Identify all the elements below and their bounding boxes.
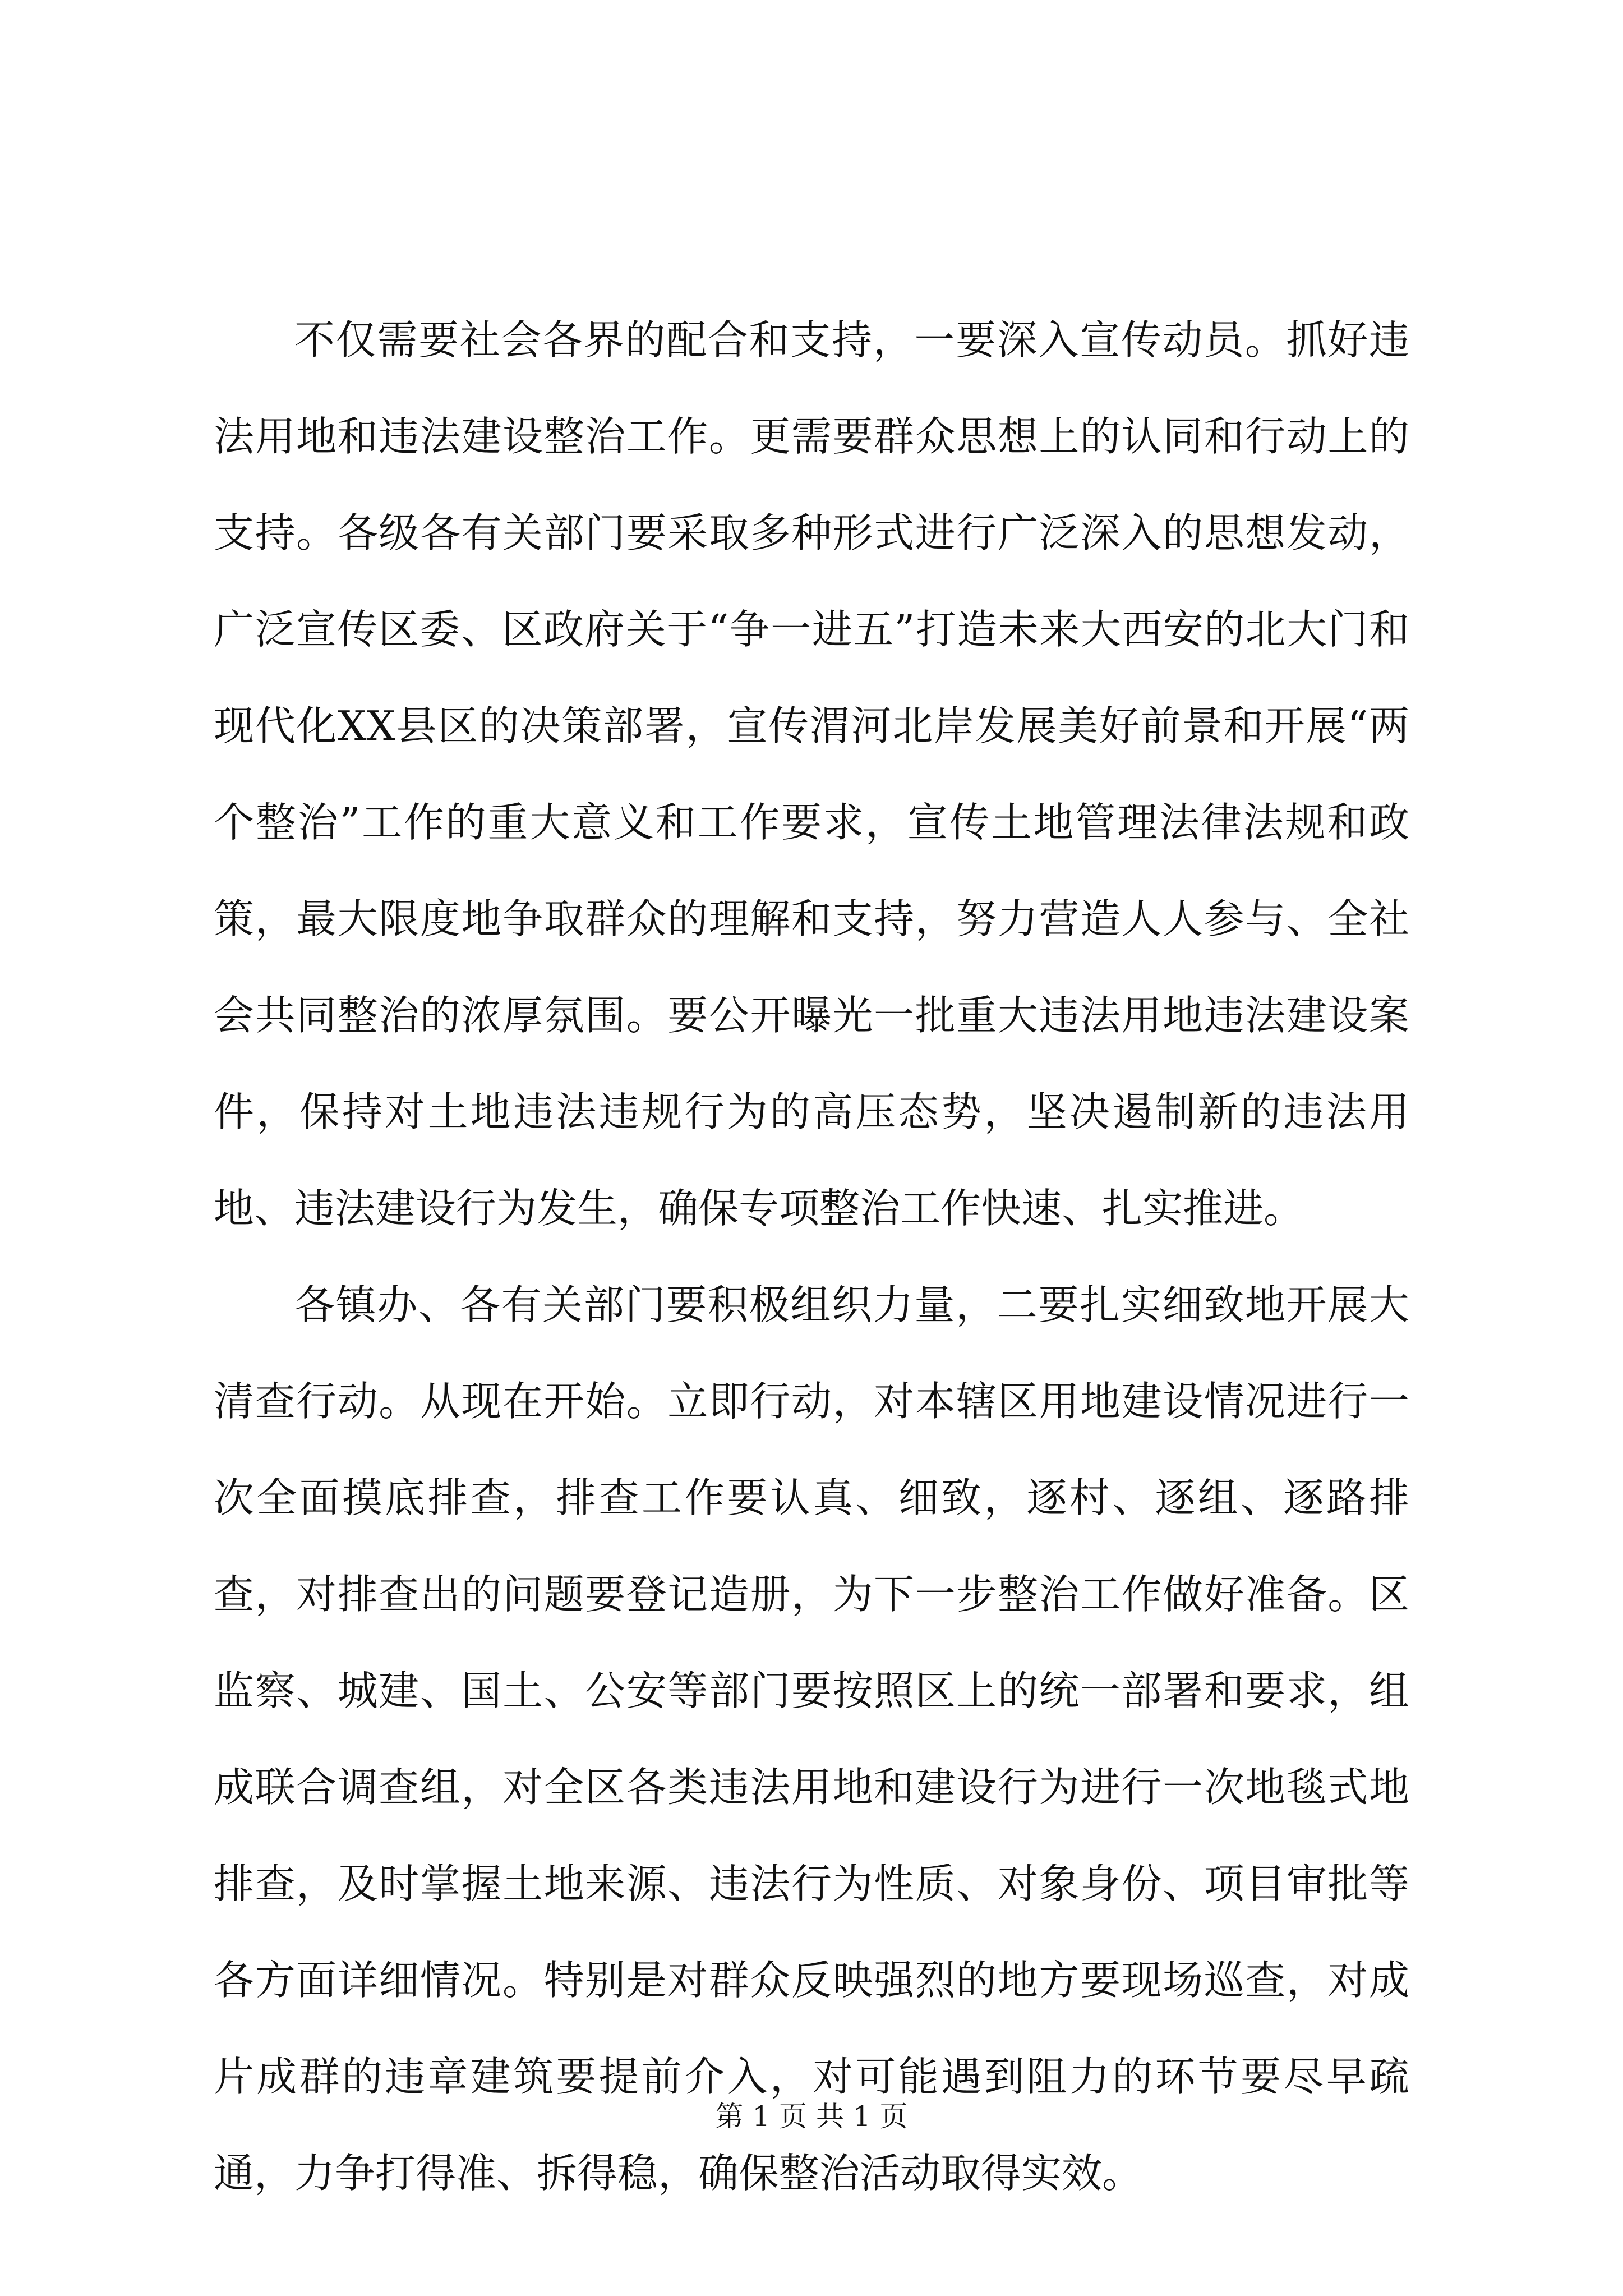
document-body <box>214 292 1409 2221</box>
paragraph-2: 各镇办、各有关部门要积极组织力量，二要扎实细致地开展大清查行动。从现在开始。立即行动，对本辖区用地建设情况进行一次全面摸底排查，排查工作要认真、细致，逐村、逐组、逐路排查，对排查出的问题要登记造册，为下一步整治工作做好准备。区监察、城建、国土、公安等部门要按照区上的统一部署和要求，组成联合调查组，对全区各类违法用地和建设行为进行一次地毯式地排查，及时掌握土地来源、违法行为性质、对象身份、项目审批等各方面详细情况。特别是对群众反映强烈的地方要现场巡查，对成片成群的违章建筑要提前介入，对可能遇到阻力的环节要尽早疏通，力争打得准、拆得稳，确保整治活动取得实效。 <box>214 1281 1409 2197</box>
paragraph-1: 不仅需要社会各界的配合和支持，一要深入宣传动员。抓好违法用地和违法建设整治工作。更需要群众思想上的认同和行动上的支持。各级各有关部门要采取多种形式进行广泛深入的思想发动，广泛宣传区委、区政府关于“争一进五”打造未来大西安的北大门和现代化XX县区的决策部署，宣传渭河北岸发展美好前景和开展“两个整治”工作的重大意义和工作要求，宣传土地管理法律法规和政策，最大限度地争取群众的理解和支持，努力营造人人参与、全社会共同整治的浓厚氛围。要公开曝光一批重大违法用地违法建设案件，保持对土地违法违规行为的高压态势，坚决遏制新的违法用地、违法建设行为发生，确保专项整治工作快速、扎实推进。 <box>214 316 1409 1232</box>
page-number-footer: 第 1 页 共 1 页 <box>715 2100 908 2133</box>
